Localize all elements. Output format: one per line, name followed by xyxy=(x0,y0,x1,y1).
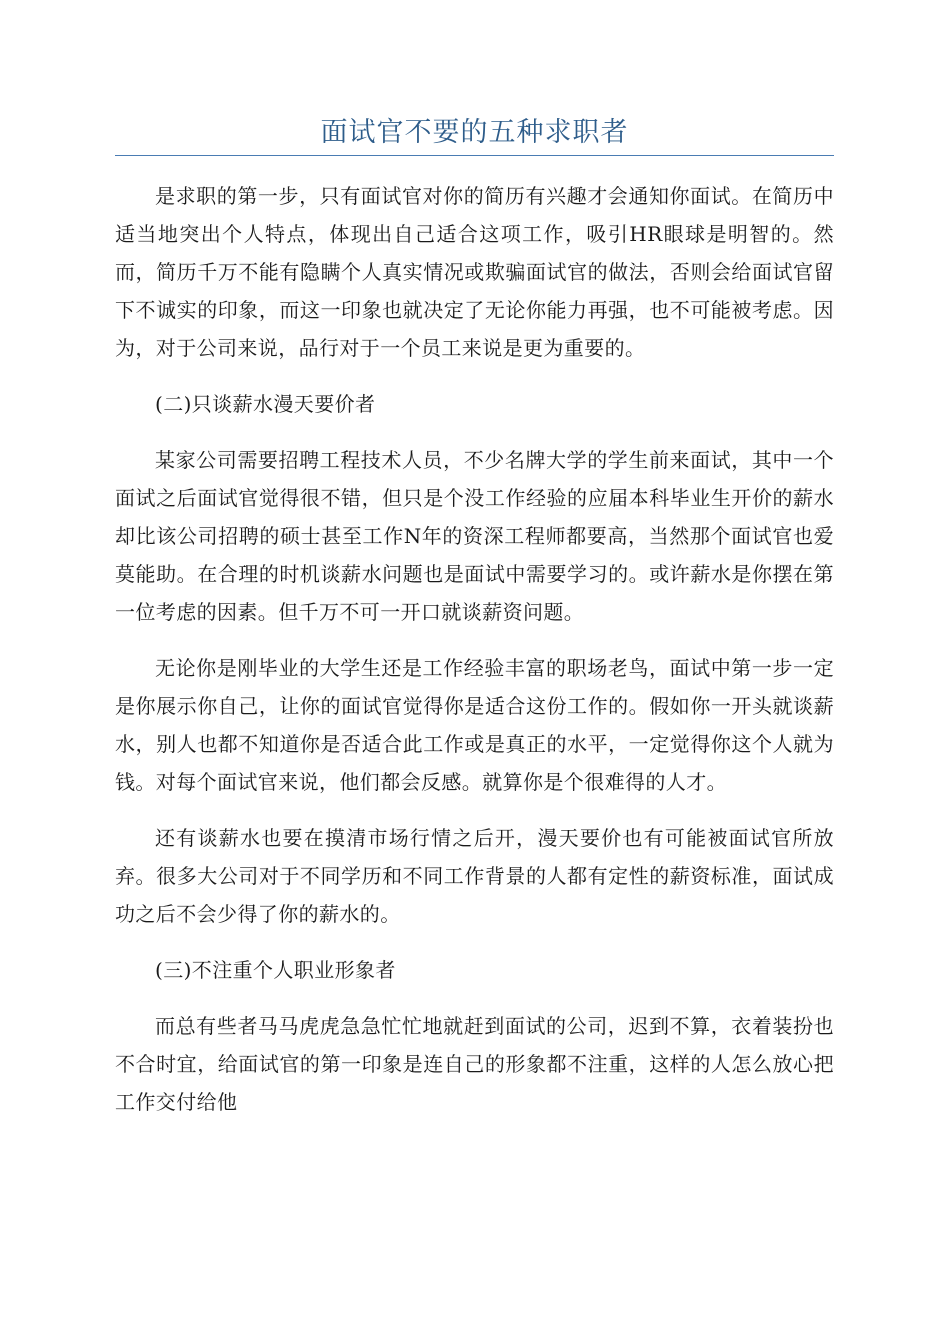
document-body xyxy=(115,177,834,1139)
section-heading-salary: (二)只谈薪水漫天要价者 xyxy=(155,392,376,416)
paragraph-resume-honesty: 是求职的第一步，只有面试官对你的简历有兴趣才会通知你面试。在简历中适当地突出个人特点，体现出自己适合这项工作，吸引HR眼球是明智的。然而，简历千万不能有隐瞒个人真实情况或欺骗面试官的做法，否则会给面试官留下不诚实的印象，而这一印象也就决定了无论你能力再强，也不可能被考虑。因为，对于公司来说，品行对于一个员工来说是更为重要的。 xyxy=(115,184,834,360)
paragraph-salary-market: 还有谈薪水也要在摸清市场行情之后开，漫天要价也有可能被面试官所放弃。很多大公司对于不同学历和不同工作背景的人都有定性的薪资标准，面试成功之后不会少得了你的薪水的。 xyxy=(115,826,834,926)
document-title: 面试官不要的五种求职者 xyxy=(320,117,629,148)
paragraph-professional-image: 而总有些者马马虎虎急急忙忙地就赶到面试的公司，迟到不算，衣着装扮也不合时宜，给面试官的第一印象是连自己的形象都不注重，这样的人怎么放心把工作交付给他 xyxy=(115,1014,834,1114)
paragraph-salary-first-step: 无论你是刚毕业的大学生还是工作经验丰富的职场老鸟，面试中第一步一定是你展示你自己，让你的面试官觉得你是适合这份工作的。假如你一开头就谈薪水，别人也都不知道你是否适合此工作或是真正的水平，一定觉得你这个人就为钱。对每个面试官来说，他们都会反感。就算你是个很难得的人才。 xyxy=(115,656,834,794)
title-underline xyxy=(115,155,834,156)
section-heading-image: (三)不注重个人职业形象者 xyxy=(155,958,396,982)
paragraph-salary-example: 某家公司需要招聘工程技术人员，不少名牌大学的学生前来面试，其中一个面试之后面试官觉得很不错，但只是个没工作经验的应届本科毕业生开价的薪水却比该公司招聘的硕士甚至工作N年的资深工程师都要高，当然那个面试官也爱莫能助。在合理的时机谈薪水问题也是面试中需要学习的。或许薪水是你摆在第一位考虑的因素。但千万不可一开口就谈薪资问题。 xyxy=(115,448,834,624)
